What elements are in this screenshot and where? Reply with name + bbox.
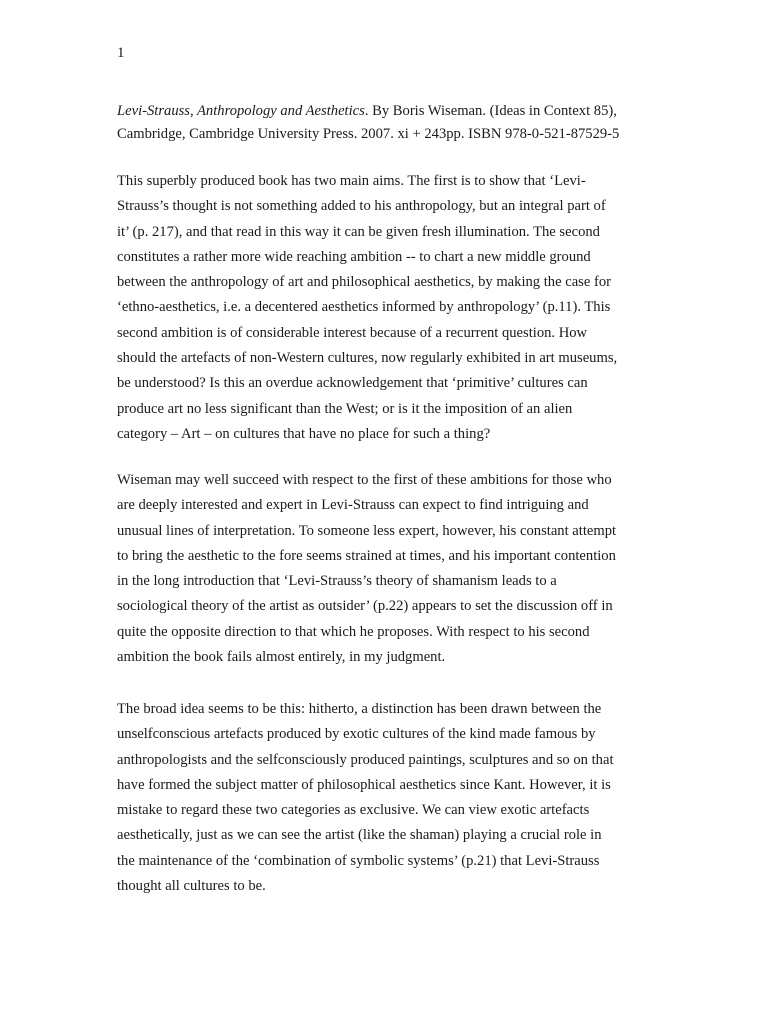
- book-title: Levi-Strauss, Anthropology and Aesthetics: [117, 103, 365, 119]
- paragraph-line: unusual lines of interpretation. To someone less expert, however, his constant attempt: [117, 522, 617, 539]
- paragraph-line: have formed the subject matter of philosophical aesthetics since Kant. However, it is: [117, 776, 611, 793]
- paragraph-line: between the anthropology of art and philosophical aesthetics, by making the case for: [117, 274, 612, 291]
- paragraph-line: ambition the book fails almost entirely, in my judgment.: [117, 649, 446, 666]
- paragraph-line: produce art no less significant than the West; or is it the imposition of an alien: [117, 400, 573, 417]
- paragraph-line: the maintenance of the ‘combination of symbolic systems’ (p.21) that Levi-Strauss: [117, 852, 600, 869]
- citation-line-2: Cambridge, Cambridge University Press. 2007. xi + 243pp. ISBN 978-0-521-87529-5: [117, 126, 620, 142]
- paragraph-line: ‘ethno-aesthetics, i.e. a decentered aesthetics informed by anthropology’ (p.11). This: [117, 299, 611, 316]
- paragraph-line: thought all cultures to be.: [117, 878, 266, 895]
- paragraph-line: mistake to regard these two categories as exclusive. We can view exotic artefacts: [117, 802, 590, 819]
- citation-details: . By Boris Wiseman. (Ideas in Context 85),: [364, 103, 617, 119]
- page-number: 1: [117, 45, 125, 61]
- paragraph-line: anthropologists and the selfconsciously produced paintings, sculptures and so on that: [117, 751, 614, 768]
- paragraph-line: be understood? Is this an overdue acknowledgement that ‘primitive’ cultures can: [117, 375, 588, 392]
- paragraph-line: Strauss’s thought is not something added to his anthropology, but an integral part of: [117, 198, 606, 215]
- paragraph-line: The broad idea seems to be this: hitherto, a distinction has been drawn between the: [117, 701, 602, 717]
- paragraph-line: are deeply interested and expert in Levi-Strauss can expect to find intriguing and: [117, 497, 589, 514]
- paragraph-3: [117, 697, 677, 899]
- citation-line-1: [117, 100, 677, 123]
- book-citation: [117, 100, 677, 146]
- paragraph-2: [117, 468, 677, 670]
- paragraph-line: sociological theory of the artist as outsider’ (p.22) appears to set the discussion off in: [117, 598, 613, 615]
- paragraph-line: aesthetically, just as we can see the artist (like the shaman) playing a crucial role in: [117, 827, 602, 844]
- paragraph-line: second ambition is of considerable interest because of a recurrent question. How: [117, 324, 588, 341]
- paragraph-line: Wiseman may well succeed with respect to the first of these ambitions for those who: [117, 472, 612, 488]
- paragraph-line: category – Art – on cultures that have no place for such a thing?: [117, 425, 491, 442]
- paragraph-line: should the artefacts of non-Western cultures, now regularly exhibited in art museums,: [117, 350, 618, 367]
- paragraph-line: it’ (p. 217), and that read in this way it can be given fresh illumination. The second: [117, 223, 600, 240]
- paragraph-line: unselfconscious artefacts produced by exotic cultures of the kind made famous by: [117, 726, 596, 743]
- paragraph-1: [117, 169, 677, 447]
- paragraph-line: This superbly produced book has two main aims. The first is to show that ‘Levi-: [117, 173, 586, 189]
- paragraph-line: constitutes a rather more wide reaching ambition -- to chart a new middle ground: [117, 248, 591, 265]
- paragraph-line: to bring the aesthetic to the fore seems strained at times, and his important contention: [117, 547, 616, 564]
- paragraph-line: in the long introduction that ‘Levi-Strauss’s theory of shamanism leads to a: [117, 573, 557, 590]
- paragraph-line: quite the opposite direction to that which he proposes. With respect to his second: [117, 623, 590, 640]
